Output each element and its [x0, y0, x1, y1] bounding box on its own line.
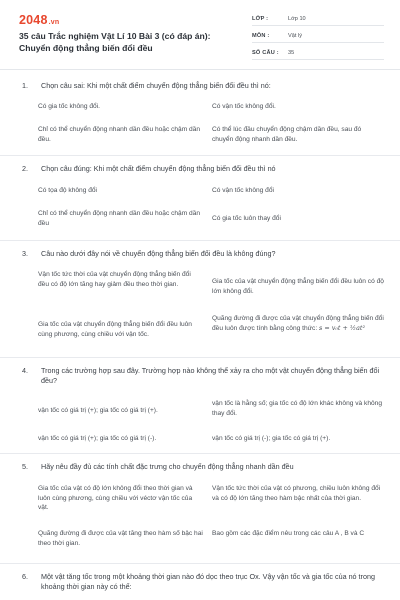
- question-2-option-a[interactable]: Có tọa độ không đổi: [38, 187, 98, 194]
- question-4-option-b[interactable]: vận tốc là hằng số; gia tốc có độ lớn khác không và không thay đổi.: [212, 400, 383, 417]
- question-separator: [0, 563, 400, 564]
- meta-value-subject: Vật lý: [288, 32, 302, 39]
- question-1-option-a[interactable]: Có gia tốc không đổi.: [38, 103, 100, 110]
- question-3-option-b[interactable]: Gia tốc của vật chuyển động thẳng biến đổi đều luôn có độ lớn không đổi.: [212, 278, 384, 295]
- question-2-option-c[interactable]: Chỉ có thể chuyển động nhanh dần đều hoặc chậm dần đều: [38, 210, 201, 227]
- meta-value-count: 35: [288, 49, 295, 56]
- question-3-option-d[interactable]: [212, 314, 384, 333]
- question-3-text: Câu nào dưới đây nói về chuyển động thẳng biến đổi đều là không đúng?: [41, 249, 276, 258]
- question-separator: [0, 155, 400, 156]
- question-1-option-b[interactable]: Có vận tốc không đổi.: [212, 103, 276, 110]
- question-5-option-a[interactable]: Gia tốc của vật có độ lớn không đổi theo thời gian và luôn cùng phương, cùng chiều với véctơ vận tốc của vật.: [38, 485, 193, 512]
- question-separator: [0, 453, 400, 454]
- question-1-text: Chọn câu sai: Khi một chất điểm chuyển động thẳng biến đổi đều thì nó:: [41, 81, 271, 90]
- formula-distance: s = v₀t + ½at²: [319, 323, 366, 332]
- meta-label-subject: MÔN :: [252, 32, 270, 39]
- question-separator: [0, 357, 400, 358]
- meta-panel: [252, 12, 384, 63]
- question-5-number: 5.: [22, 462, 28, 471]
- meta-value-class: Lớp 10: [288, 15, 306, 22]
- question-4-number: 4.: [22, 366, 28, 375]
- logo-suffix-text: .vn: [48, 19, 60, 26]
- header-divider: [0, 69, 400, 70]
- question-3-option-d-text: Quãng đường đi được của vật chuyển động thẳng biến đổi đều luôn được tính bằng công thức:: [212, 315, 384, 332]
- question-3-option-a[interactable]: Vận tốc tức thời của vật chuyển động thẳng biến đổi đều có độ lớn tăng hay giảm đều theo thời gian.: [38, 271, 191, 288]
- question-1-option-c[interactable]: Chỉ có thể chuyển động nhanh dần đều hoặc chậm dần đều.: [38, 126, 201, 143]
- header: [0, 0, 400, 68]
- question-3-number: 3.: [22, 249, 28, 258]
- question-2-number: 2.: [22, 164, 28, 173]
- meta-row-subject: [252, 29, 384, 43]
- question-5-option-b[interactable]: Vận tốc tức thời của vật có phương, chiều luôn không đổi và có độ lớn tăng theo hàm bậc nhất của thời gian.: [212, 485, 381, 502]
- question-2-option-b[interactable]: Có vận tốc không đổi: [212, 187, 274, 194]
- meta-label-class: LỚP :: [252, 15, 269, 22]
- question-4-option-a[interactable]: vận tốc có giá trị (+); gia tốc có giá trị (+).: [38, 407, 158, 414]
- question-4-option-d[interactable]: vận tốc có giá trị (-); gia tốc có giá trị (+).: [212, 435, 331, 442]
- question-5-option-c[interactable]: Quãng đường đi được của vật tăng theo hàm số bậc hai theo thời gian.: [38, 530, 203, 547]
- logo-main-text: 2048: [19, 13, 48, 27]
- question-6-text: Một vật tăng tốc trong một khoảng thời gian nào đó dọc theo trục Ox. Vậy vận tốc và gia tốc của nó trong khoảng thời gian này có thể:: [41, 572, 375, 591]
- question-3-option-c[interactable]: Gia tốc của vật chuyển động thẳng biến đổi đều luôn cùng phương, cùng chiều với vận tốc.: [38, 321, 192, 338]
- site-logo[interactable]: [19, 13, 59, 30]
- question-5-text: Hãy nêu đầy đủ các tính chất đặc trưng cho chuyển động thẳng nhanh dần đều: [41, 462, 294, 471]
- question-2-text: Chọn câu đúng: Khi một chất điểm chuyển động thẳng biến đổi đều thì nó: [41, 164, 276, 173]
- question-2-option-d[interactable]: Có gia tốc luôn thay đổi: [212, 215, 281, 222]
- meta-row-count: [252, 46, 384, 60]
- meta-row-class: [252, 12, 384, 26]
- question-5-option-d[interactable]: Bao gồm các đặc điểm nêu trong các câu A , B và C: [212, 530, 365, 537]
- question-6-number: 6.: [22, 572, 28, 581]
- question-4-option-c[interactable]: vận tốc có giá trị (+); gia tốc có giá trị (-).: [38, 435, 157, 442]
- meta-label-count: SỐ CÂU :: [252, 49, 279, 56]
- question-4-text: Trong các trường hợp sau đây. Trường hợp nào không thể xảy ra cho một vật chuyển động thẳng biến đổi đều?: [41, 366, 380, 385]
- question-1-number: 1.: [22, 81, 28, 90]
- question-separator: [0, 240, 400, 241]
- question-1-option-d[interactable]: Có thể lúc đầu chuyển động chậm dần đều, sau đó chuyển động nhanh dần đều.: [212, 126, 362, 143]
- page-title: 35 câu Trắc nghiệm Vật Lí 10 Bài 3 (có đáp án): Chuyển động thẳng biến đổi đều: [19, 31, 211, 53]
